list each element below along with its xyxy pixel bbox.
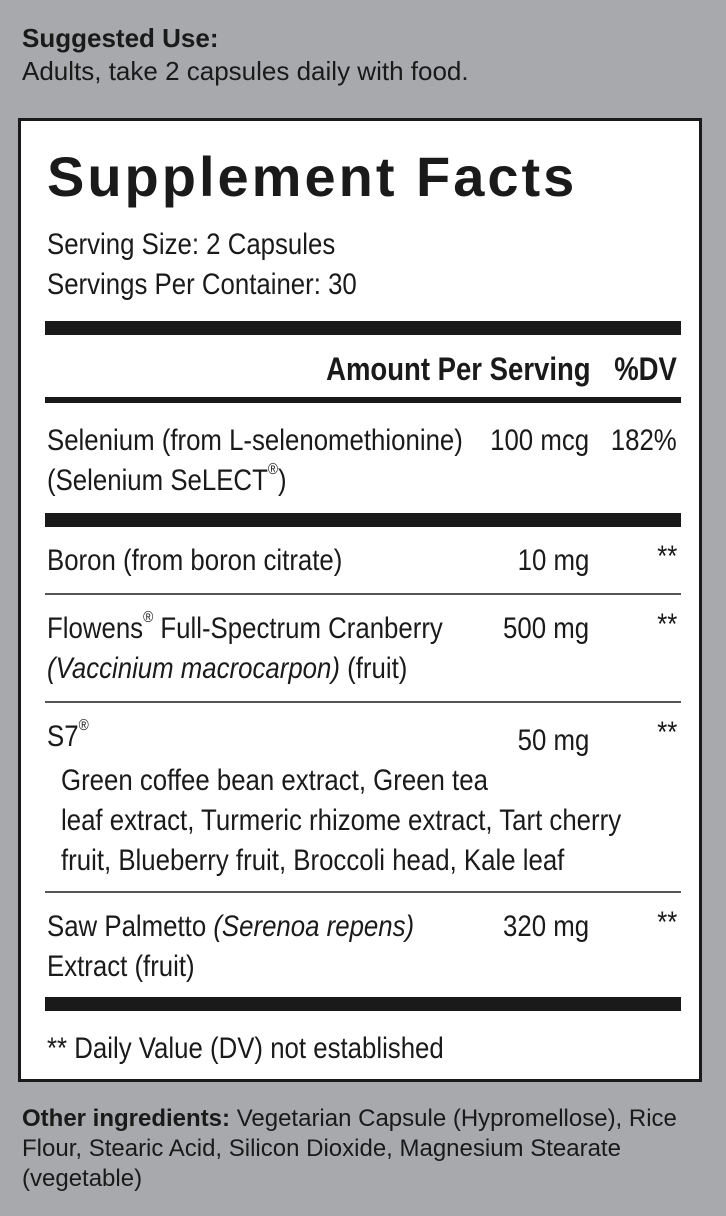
- serving-info: [47, 225, 407, 305]
- footnote: ** Daily Value (DV) not established: [47, 1032, 444, 1065]
- s7-ingredients: [61, 761, 621, 881]
- medium-divider: [45, 397, 681, 403]
- thick-divider: [45, 997, 681, 1011]
- amount-boron: 10 mg: [517, 544, 589, 577]
- selenium-line2: [47, 461, 463, 501]
- dv-selenium: 182%: [611, 424, 677, 457]
- panel-title: Supplement Facts: [47, 145, 578, 208]
- header-amount-per-serving: Amount Per Serving: [326, 351, 591, 387]
- saw-palmetto-latin-name: (Serenoa repens): [213, 910, 415, 943]
- other-ingredients-label: Other ingredients:: [22, 1105, 231, 1132]
- flowens-name: Flowens: [47, 612, 144, 645]
- dv-boron: **: [656, 540, 677, 573]
- row-divider: [45, 593, 681, 595]
- suggested-use-heading: Suggested Use:: [22, 23, 219, 53]
- servings-per-container: Servings Per Container: 30: [47, 268, 357, 301]
- thick-divider: [45, 321, 681, 335]
- flowens-latin-name: (Vaccinium macrocarpon): [47, 652, 340, 685]
- suggested-use-text: Adults, take 2 capsules daily with food.: [22, 56, 469, 86]
- dv-saw-palmetto: **: [656, 906, 677, 939]
- flowens-part: (fruit): [339, 652, 408, 685]
- amount-s7: 50 mg: [517, 724, 589, 757]
- selenium-line1: Selenium (from L-selenomethionine): [47, 424, 463, 457]
- flowens-descriptor: Full-Spectrum Cranberry: [153, 612, 443, 645]
- nutrient-name-flowens: [47, 609, 443, 689]
- nutrient-name-boron: Boron (from boron citrate): [47, 544, 343, 577]
- dv-flowens: **: [656, 608, 677, 641]
- other-ingredients-text: Vegetarian Capsule (Hypromellose), Rice Flour, Stearic Acid, Silicon Dioxide, Magnesium Stearate (vegetable): [22, 1105, 677, 1192]
- registered-mark: ®: [267, 461, 278, 478]
- amount-flowens: 500 mg: [502, 612, 589, 645]
- dv-s7: **: [656, 716, 677, 749]
- amount-selenium: 100 mcg: [490, 424, 589, 457]
- other-ingredients: [22, 1104, 712, 1194]
- thick-divider: [45, 513, 681, 527]
- header-daily-value: %DV: [614, 351, 677, 387]
- supplement-facts-panel: [18, 118, 702, 1082]
- amount-saw-palmetto: 320 mg: [502, 910, 589, 943]
- registered-mark: ®: [78, 717, 89, 734]
- nutrient-name-s7: [47, 717, 89, 757]
- s7-ingredients-line2: leaf extract, Turmeric rhizome extract, Tart cherry: [61, 804, 622, 837]
- selenium-close: ): [277, 464, 287, 497]
- flowens-line1: [47, 609, 443, 649]
- s7-ingredients-line1: Green coffee bean extract, Green tea: [61, 764, 488, 797]
- serving-size: Serving Size: 2 Capsules: [47, 228, 336, 261]
- registered-mark: ®: [143, 609, 154, 626]
- s7-name: S7: [47, 720, 79, 753]
- nutrient-name-selenium: [47, 421, 463, 501]
- flowens-line2: [47, 649, 443, 689]
- suggested-use: [22, 22, 712, 88]
- row-divider: [45, 701, 681, 703]
- saw-palmetto-line1: [47, 907, 414, 947]
- saw-palmetto-line2: Extract (fruit): [47, 950, 195, 983]
- s7-ingredients-line3: fruit, Blueberry fruit, Broccoli head, Kale leaf: [61, 844, 565, 877]
- selenium-source: (Selenium SeLECT: [47, 464, 268, 497]
- row-divider: [45, 891, 681, 893]
- saw-palmetto-name: Saw Palmetto: [47, 910, 214, 943]
- nutrient-name-saw-palmetto: [47, 907, 414, 987]
